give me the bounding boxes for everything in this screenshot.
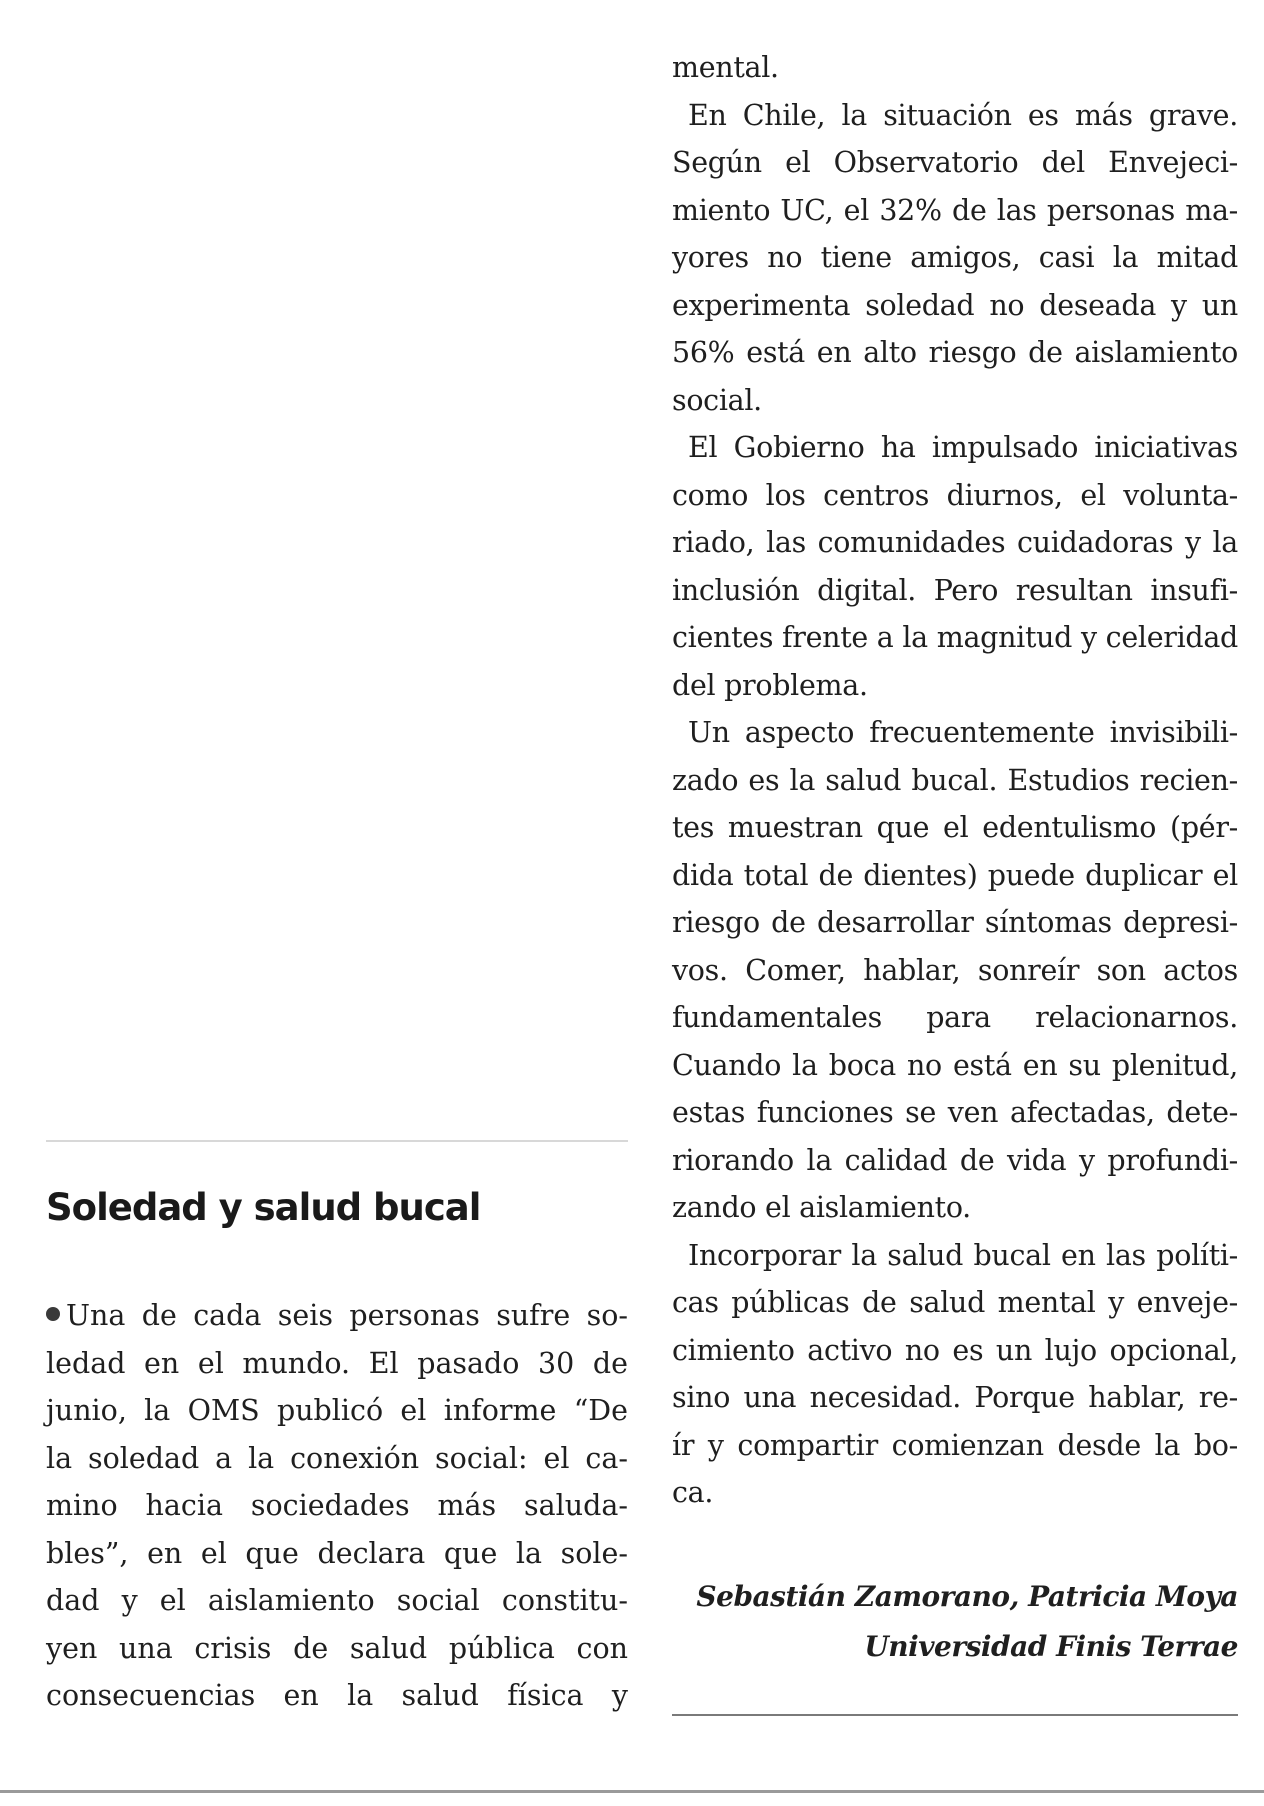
body-line: cientes frente a la magnitud y celeridad: [672, 621, 1238, 654]
lead-line: bles”, en el que declara que la sole-: [46, 1536, 628, 1570]
body-line: sino una necesidad. Porque hablar, re-: [672, 1381, 1238, 1414]
body-line: como los centros diurnos, el volunta-: [672, 478, 1238, 512]
section-divider: [46, 1140, 628, 1142]
body-line: Incorporar la salud bucal en las políti-: [688, 1238, 1238, 1272]
lead-line: ledad en el mundo. El pasado 30 de: [46, 1346, 628, 1380]
body-line: mental.: [672, 51, 779, 84]
lead-line-text: Una de cada seis personas sufre so-: [66, 1299, 628, 1332]
body-line: miento UC, el 32% de las personas ma-: [672, 193, 1238, 227]
lead-line: junio, la OMS publicó el informe “De: [46, 1394, 628, 1427]
body-line: zado es la salud bucal. Estudios recien-: [672, 763, 1238, 797]
body-line: Un aspecto frecuentemente invisibili-: [688, 716, 1238, 749]
body-line: cimiento activo no es un lujo opcional,: [672, 1333, 1238, 1367]
body-line: inclusión digital. Pero resultan insufi-: [672, 573, 1238, 607]
article-end-rule: [672, 1714, 1238, 1716]
body-line: social.: [672, 383, 762, 417]
body-line: El Gobierno ha impulsado iniciativas: [688, 431, 1238, 464]
body-line: riorando la calidad de vida y profundi-: [672, 1143, 1238, 1177]
body-line: En Chile, la situación es más grave.: [688, 98, 1238, 132]
lead-line: consecuencias en la salud física y: [46, 1679, 628, 1712]
body-line: ca.: [672, 1476, 714, 1509]
lead-line: dad y el aislamiento social constitu-: [46, 1584, 628, 1617]
body-line: cas públicas de salud mental y enveje-: [672, 1286, 1238, 1319]
bullet-dot-icon: [46, 1307, 60, 1321]
author-institution: Universidad Finis Terrae: [864, 1630, 1238, 1663]
body-line: Según el Observatorio del Envejeci-: [672, 146, 1238, 179]
lead-line: mino hacia sociedades más saluda-: [46, 1489, 628, 1522]
body-line: tes muestran que el edentulismo (pér-: [672, 811, 1238, 844]
body-line: fundamentales para relacionarnos.: [672, 1001, 1238, 1034]
body-line: estas funciones se ven afectadas, dete-: [672, 1096, 1238, 1129]
body-line: dida total de dientes) puede duplicar el: [672, 858, 1238, 892]
lead-paragraph: [46, 1292, 628, 1720]
body-line: Cuando la boca no está en su plenitud,: [672, 1048, 1238, 1082]
body-line: vos. Comer, hablar, sonreír son actos: [672, 953, 1238, 987]
body-line: yores no tiene amigos, casi la mitad: [672, 241, 1238, 274]
author-signature: [696, 1572, 1238, 1672]
body-line: del problema.: [672, 668, 868, 702]
body-line: riado, las comunidades cuidadoras y la: [672, 526, 1238, 559]
body-line: ír y compartir comienzan desde la bo-: [672, 1428, 1238, 1462]
body-line: zando el aislamiento.: [672, 1191, 971, 1224]
lead-line: [46, 1292, 628, 1340]
lead-line: yen una crisis de salud pública con: [46, 1631, 628, 1665]
author-names: Sebastián Zamorano, Patricia Moya: [696, 1580, 1238, 1613]
body-line: riesgo de desarrollar síntomas depresi-: [672, 906, 1238, 939]
body-line: experimenta soledad no deseada y un: [672, 288, 1238, 322]
article-headline: Soledad y salud bucal: [46, 1186, 481, 1229]
article-body: [672, 44, 1238, 1517]
lead-line: la soledad a la conexión social: el ca-: [46, 1441, 628, 1475]
body-line: 56% está en alto riesgo de aislamiento: [672, 336, 1238, 369]
page-bottom-rule: [0, 1790, 1264, 1793]
